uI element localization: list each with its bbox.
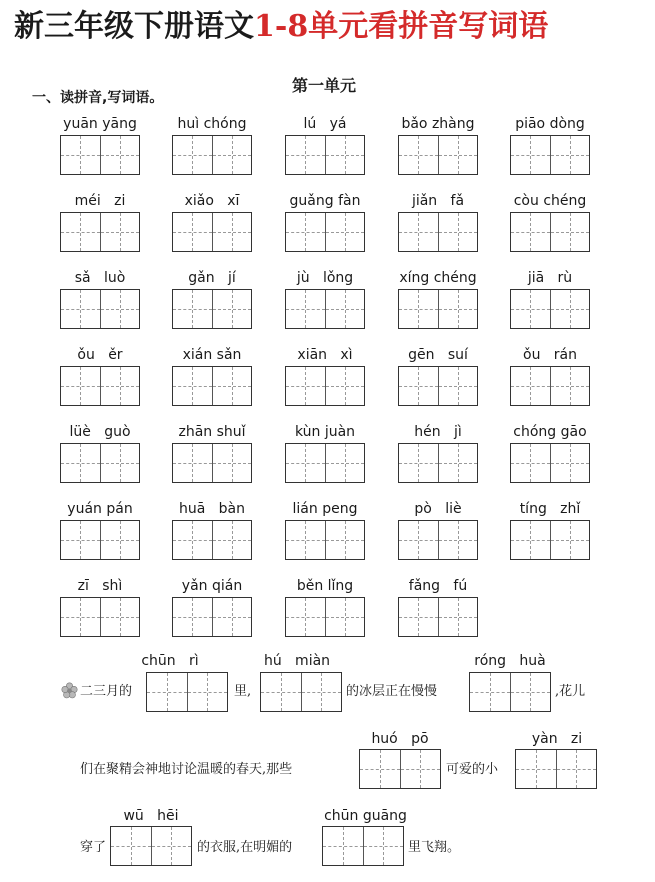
writing-box[interactable] xyxy=(398,135,478,175)
pinyin-label: róng huà xyxy=(474,653,546,669)
pinyin-label: yǎn qián xyxy=(181,578,243,594)
pinyin-label: yuán pán xyxy=(67,501,133,517)
pinyin-label: tíng zhǐ xyxy=(519,501,581,517)
pinyin-label: ǒu rán xyxy=(523,347,577,363)
writing-box[interactable] xyxy=(172,443,252,483)
page-title-highlight: 1-8单元看拼音写词语 xyxy=(254,9,549,44)
writing-box[interactable] xyxy=(172,520,252,560)
passage-text: 们在聚精会神地讨论温暖的春天,那些 xyxy=(80,762,293,777)
writing-box[interactable] xyxy=(398,520,478,560)
writing-box[interactable] xyxy=(359,749,441,789)
pinyin-label: xíng chéng xyxy=(399,270,477,286)
unit-title: 第一单元 xyxy=(292,76,357,95)
pinyin-label: lú yá xyxy=(303,116,347,132)
pinyin-label: fǎng fú xyxy=(408,578,468,594)
passage-text: 里飞翔。 xyxy=(408,840,461,855)
pinyin-label: yàn zi xyxy=(531,731,583,747)
pinyin-label: gēn suí xyxy=(408,347,468,363)
writing-box[interactable] xyxy=(146,672,228,712)
pinyin-label: xiǎo xī xyxy=(184,193,240,209)
writing-box[interactable] xyxy=(469,672,551,712)
pinyin-label: huì chóng xyxy=(177,116,247,132)
writing-box[interactable] xyxy=(172,135,252,175)
pinyin-label: yuān yāng xyxy=(63,116,137,132)
writing-box[interactable] xyxy=(510,443,590,483)
writing-box[interactable] xyxy=(172,597,252,637)
writing-box[interactable] xyxy=(398,443,478,483)
pinyin-label: xiān xì xyxy=(297,347,353,363)
writing-box[interactable] xyxy=(285,135,365,175)
pinyin-label: lián peng xyxy=(292,501,358,517)
writing-box[interactable] xyxy=(60,289,140,329)
writing-box[interactable] xyxy=(510,212,590,252)
writing-box[interactable] xyxy=(322,826,404,866)
section-heading: 一、读拼音,写词语。 xyxy=(32,90,164,106)
page-title-main: 新三年级下册语文 xyxy=(14,9,254,44)
pinyin-label: ǒu ěr xyxy=(77,347,123,363)
writing-box[interactable] xyxy=(398,289,478,329)
writing-box[interactable] xyxy=(510,520,590,560)
passage-text: 可爱的小 xyxy=(446,762,499,777)
writing-box[interactable] xyxy=(510,135,590,175)
writing-box[interactable] xyxy=(172,366,252,406)
pinyin-label: piāo dòng xyxy=(515,116,585,132)
pinyin-label: pò liè xyxy=(414,501,462,517)
passage-text: 里, xyxy=(234,684,252,699)
pinyin-label: běn lǐng xyxy=(296,578,354,594)
passage-text: 二三月的 xyxy=(80,684,133,699)
writing-box[interactable] xyxy=(260,672,342,712)
writing-box[interactable] xyxy=(398,366,478,406)
passage-text: ,花儿 xyxy=(555,684,586,699)
pinyin-label: huó pō xyxy=(371,731,429,747)
writing-box[interactable] xyxy=(60,597,140,637)
passage-text: 穿了 xyxy=(80,840,107,855)
pinyin-label: chūn guāng xyxy=(324,808,407,824)
pinyin-label: còu chéng xyxy=(513,193,587,209)
pinyin-label: wū hēi xyxy=(123,808,179,824)
writing-box[interactable] xyxy=(172,289,252,329)
pinyin-label: jiǎn fǎ xyxy=(411,193,465,209)
writing-box[interactable] xyxy=(172,212,252,252)
pinyin-label: lüè guò xyxy=(69,424,131,440)
pinyin-label: chóng gāo xyxy=(513,424,587,440)
pinyin-label: zhān shuǐ xyxy=(178,424,246,440)
pinyin-label: huā bàn xyxy=(178,501,245,517)
writing-box[interactable] xyxy=(110,826,192,866)
writing-box[interactable] xyxy=(60,135,140,175)
pinyin-label: zī shì xyxy=(77,578,123,594)
pinyin-label: hú miàn xyxy=(263,653,331,669)
page-title xyxy=(14,6,644,48)
pinyin-label: gǎn jí xyxy=(188,270,236,286)
writing-box[interactable] xyxy=(285,597,365,637)
writing-box[interactable] xyxy=(398,597,478,637)
writing-box[interactable] xyxy=(515,749,597,789)
pinyin-label: hén jì xyxy=(414,424,462,440)
pinyin-label: kùn juàn xyxy=(294,424,356,440)
writing-box[interactable] xyxy=(510,289,590,329)
pinyin-label: bǎo zhàng xyxy=(401,116,475,132)
pinyin-label: guǎng fàn xyxy=(289,193,361,209)
passage-text: 的冰层正在慢慢 xyxy=(346,684,438,699)
pinyin-label: xián sǎn xyxy=(182,347,242,363)
writing-box[interactable] xyxy=(510,366,590,406)
writing-box[interactable] xyxy=(285,289,365,329)
writing-box[interactable] xyxy=(60,443,140,483)
pinyin-label: chūn rì xyxy=(141,653,199,669)
pinyin-label: sǎ luò xyxy=(74,270,126,286)
writing-box[interactable] xyxy=(285,366,365,406)
writing-box[interactable] xyxy=(60,520,140,560)
writing-box[interactable] xyxy=(60,366,140,406)
writing-box[interactable] xyxy=(285,443,365,483)
pinyin-label: jù lǒng xyxy=(296,270,354,286)
writing-box[interactable] xyxy=(285,212,365,252)
pinyin-label: jiā rù xyxy=(527,270,573,286)
passage-text: 的衣服,在明媚的 xyxy=(197,840,293,855)
pinyin-label: méi zi xyxy=(74,193,126,209)
writing-box[interactable] xyxy=(398,212,478,252)
writing-box[interactable] xyxy=(60,212,140,252)
flower-icon xyxy=(61,682,78,699)
writing-box[interactable] xyxy=(285,520,365,560)
